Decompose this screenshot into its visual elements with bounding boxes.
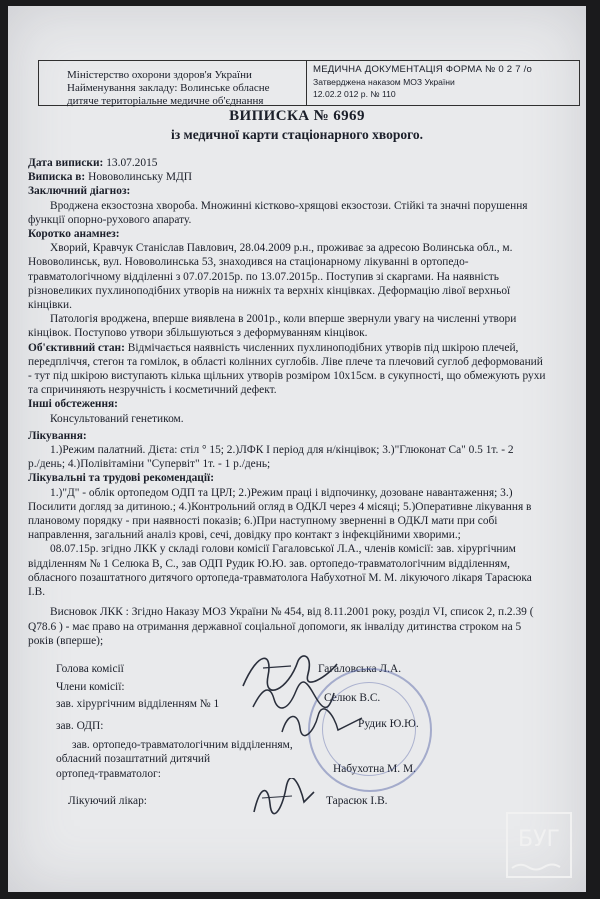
objective-line: - тут під шкірою виступають кілька щільних утворів розміром 10х15см. в сукупності, що обмежують рухи	[28, 370, 546, 383]
odp-head-name: Рудик Ю.Ю.	[358, 718, 419, 730]
institution-line-2: дитяче територіальне медичне об'єднання	[67, 95, 264, 107]
ortho-head-label-3: ортопед-травматолог:	[56, 768, 161, 780]
discharge-date-value: 13.07.2015	[106, 157, 158, 169]
objective-line: та спричиняють незручність і косметичний дефект.	[28, 384, 277, 397]
recommendations-line: Посилити догляд за дитиною.; 4.)Контрольний огляд в ОДКЛ через 4 місяці; 5.)Оперативне лікування в	[28, 500, 532, 513]
recommendations-line: 1.)"Д" - облік ортопедом ОДП та ЦРЛ; 2.)Режим праці і відпочинку, дозоване навантаження; 3.)	[50, 486, 513, 499]
anamnesis-label: Коротко анамнез:	[28, 228, 120, 241]
ortho-head-name: Набухотна М. М.	[333, 763, 416, 775]
logo-text: БУГ	[518, 827, 560, 852]
anamnesis-line: Патологія вроджена, вперше виявлена в 2001р., коли вперше звернули увагу на численні утвори	[50, 313, 517, 326]
conclusion-line: Висновок ЛКК : Згідно Наказу МОЗ України № 454, від 8.11.2001 року, розділ VI, список 2, п.2.39 (	[50, 606, 534, 619]
conclusion-line: років (вперше);	[28, 634, 104, 647]
recommendations-line: відділенням № 1 Селюка В, С., зав ОДП Рудик Ю.Ю. зав. ортопедо-травматологічним відділенням,	[28, 557, 511, 570]
recommendations-label: Лікувальні та трудові рекомендації:	[28, 472, 214, 485]
surgery-head-name: Селюк В.С.	[324, 692, 381, 704]
treatment-label: Лікування:	[28, 429, 87, 442]
other-exams-label: Інші обстеження:	[28, 398, 118, 411]
discharge-date	[28, 156, 576, 170]
document-title: ВИПИСКА № 6969	[229, 108, 365, 124]
anamnesis-line: травматологічному відділенні з 07.07.2015р. по 13.07.2015р.. Поступив зі скаргами. На наявність	[28, 270, 499, 283]
other-exams-value: Консультований генетиком.	[50, 412, 184, 425]
ortho-head-label-2: обласний позаштатний дитячий	[56, 753, 211, 765]
anamnesis-line: різновеликих пухлиноподібних утворів на нижніх та верхніх кінцівках. Деформацію лівої верхньої	[28, 284, 511, 297]
institution-block	[39, 61, 307, 105]
members-label: Члени комісії:	[56, 681, 125, 693]
recommendations-line: обласного позаштатного дитячого ортопеда-травматолога Набухотної М. М. лікуючого лікаря Тарасюка	[28, 571, 532, 584]
watermark-logo	[506, 812, 572, 878]
form-info-block	[307, 61, 579, 105]
form-header	[38, 60, 580, 106]
ortho-head-label: зав. ортопедо-травматологічним відділенням,	[72, 739, 293, 751]
attending-doctor-name: Тарасюк І.В.	[326, 795, 388, 807]
doctor-signature	[248, 778, 318, 818]
discharged-to-value: Нововолинську МДП	[88, 171, 193, 184]
odp-signature	[278, 708, 368, 738]
objective-line: Відмічається наявність численних пухлиноподібних утворів під шкірою плечей,	[124, 341, 519, 354]
chair-label: Голова комісії	[56, 663, 124, 675]
diagnosis-line: функції опорно-рухового апарату.	[28, 213, 192, 226]
recommendations-line: плановому порядку - при наявності показів; 6.)При наступному зверненні в ОДКЛ мати при собі	[28, 515, 498, 528]
objective-line: передпліччя, стегон та гомілок, в області колінних суглобів. Ліве плече та плечовий суглоб деформований	[28, 355, 543, 368]
anamnesis-line: Хворий, Кравчук Станіслав Павлович, 28.04.2009 р.н., проживає за адресою Волинська обл., м.	[50, 242, 513, 255]
treatment-line: р./день; 4.)Полівітаміни "Супервіт" 1т. - 1 р./день;	[28, 458, 271, 471]
recommendations-line: І.В.	[28, 586, 46, 599]
discharge-date-label: Дата виписки:	[28, 157, 104, 169]
attending-doctor-label: Лікуючий лікар:	[68, 795, 147, 807]
wave-icon	[508, 860, 570, 872]
anamnesis-line: Нововолинськ, вул. Нововолинська 53, знаходився на стаціонарному лікуванні в ортопедо-	[28, 256, 469, 269]
conclusion-line: Q78.6 ) - має право на отримання державної соціальної допомоги, як інваліду дитинства строком на 5	[28, 620, 522, 633]
document-body	[28, 156, 576, 648]
objective-status	[28, 341, 576, 355]
diagnosis-line: Вроджена екзостозна хвороба. Множинні кістково-хрящові екзостози. Стійкі та значні порушення	[50, 199, 528, 212]
anamnesis-line: кінцівок. Поступово утвори збільшуються з деформуванням кінцівок.	[28, 327, 368, 340]
form-approval: Затверджена наказом МОЗ України	[313, 77, 455, 87]
discharged-to-label: Виписка в:	[28, 171, 86, 184]
form-approval-date: 12.02.2 012 р. № 110	[313, 89, 396, 99]
document-sheet	[8, 6, 586, 892]
ministry-line: Міністерство охорони здоров'я України	[67, 69, 252, 81]
institution-line: Найменування закладу: Волинське обласне	[67, 82, 270, 94]
diagnosis-label: Заключний діагноз:	[28, 185, 131, 198]
surgery-head-label: зав. хірургічним відділенням № 1	[56, 698, 220, 710]
recommendations-line: направлення, загальний аналіз крові, сечі, довідку про контакт з інфекційними хворими.;	[28, 529, 461, 542]
odp-head-label: зав. ОДП:	[56, 720, 104, 732]
recommendations-line: 08.07.15р. згідно ЛКК у складі голови комісії Гагаловської Л.А., членів комісії: зав. хірургічним	[50, 543, 516, 556]
anamnesis-line: кінцівки.	[28, 299, 72, 312]
objective-label: Об'єктивний стан:	[28, 341, 125, 354]
chair-name: Гагаловська Л.А.	[318, 663, 402, 675]
form-number: МЕДИЧНА ДОКУМЕНТАЦІЯ ФОРМА № 0 2 7 /о	[313, 64, 533, 75]
treatment-line: 1.)Режим палатний. Дієта: стіл ° 15; 2.)ЛФК І період для н/кінцівок; 3.)"Глюконат Са" 0.5 1т. - 2	[50, 444, 514, 457]
discharged-to	[28, 170, 576, 184]
document-subtitle: із медичної карти стаціонарного хворого.	[170, 127, 424, 142]
